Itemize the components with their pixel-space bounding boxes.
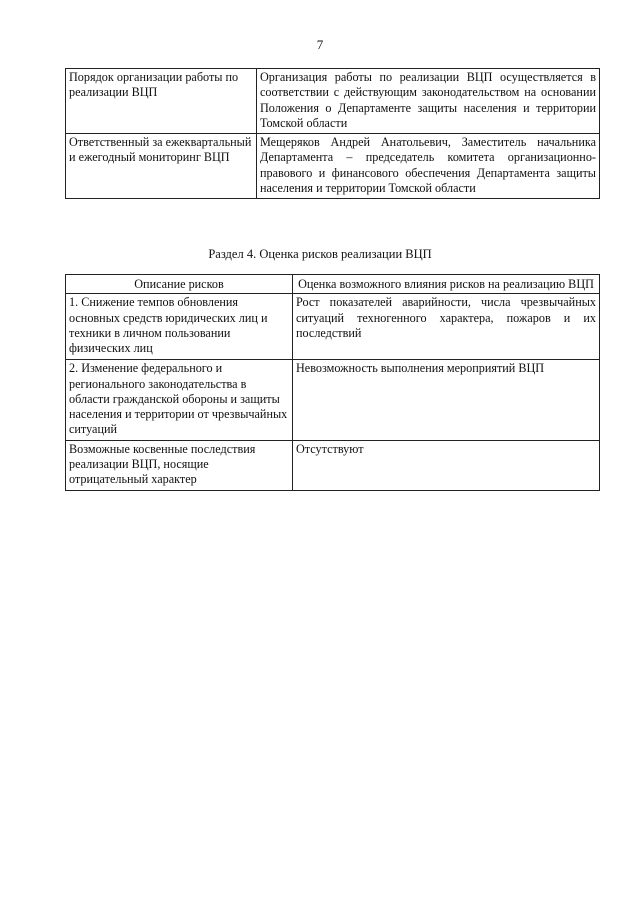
risk-impact-cell: Рост показателей аварийности, числа чрезвычайных ситуаций техногенного характера, пожаров и их последствий [293, 294, 600, 360]
column-header-risk-description: Описание рисков [66, 275, 293, 294]
table-row [66, 134, 600, 199]
risk-description-cell: 1. Снижение темпов обновления основных средств юридических лиц и техники в личном пользовании физических лиц [66, 294, 293, 360]
risk-description-cell: Возможные косвенные последствия реализации ВЦП, носящие отрицательный характер [66, 440, 293, 490]
risk-impact-cell: Невозможность выполнения мероприятий ВЦП [293, 360, 600, 440]
row-value-organization-procedure: Организация работы по реализации ВЦП осуществляется в соответствии с действующим законодательством на основании Положения о Департаменте защиты населения и территории Томской области [257, 69, 600, 134]
table-header-row [66, 275, 600, 294]
column-header-risk-impact: Оценка возможного влияния рисков на реализацию ВЦП [293, 275, 600, 294]
table-row [66, 69, 600, 134]
risk-description-cell: 2. Изменение федерального и регионального законодательства в области гражданской обороны и защиты населения и территории от чрезвычайных ситуаций [66, 360, 293, 440]
program-info-table [65, 68, 600, 199]
risk-assessment-table [65, 274, 600, 491]
table-row [66, 360, 600, 440]
risk-impact-cell: Отсутствуют [293, 440, 600, 490]
row-value-responsible-monitoring: Мещеряков Андрей Анатольевич, Заместитель начальника Департамента – председатель комитета организационно-правового и финансового обеспечения Департамента защиты населения и территории Томской области [257, 134, 600, 199]
table-row [66, 440, 600, 490]
page-number: 7 [316, 37, 324, 52]
table-row [66, 294, 600, 360]
section-title: Раздел 4. Оценка рисков реализации ВЦП [208, 247, 432, 261]
row-label-responsible-monitoring: Ответственный за ежеквартальный и ежегодный мониторинг ВЦП [66, 134, 257, 199]
row-label-organization-procedure: Порядок организации работы по реализации ВЦП [66, 69, 257, 134]
